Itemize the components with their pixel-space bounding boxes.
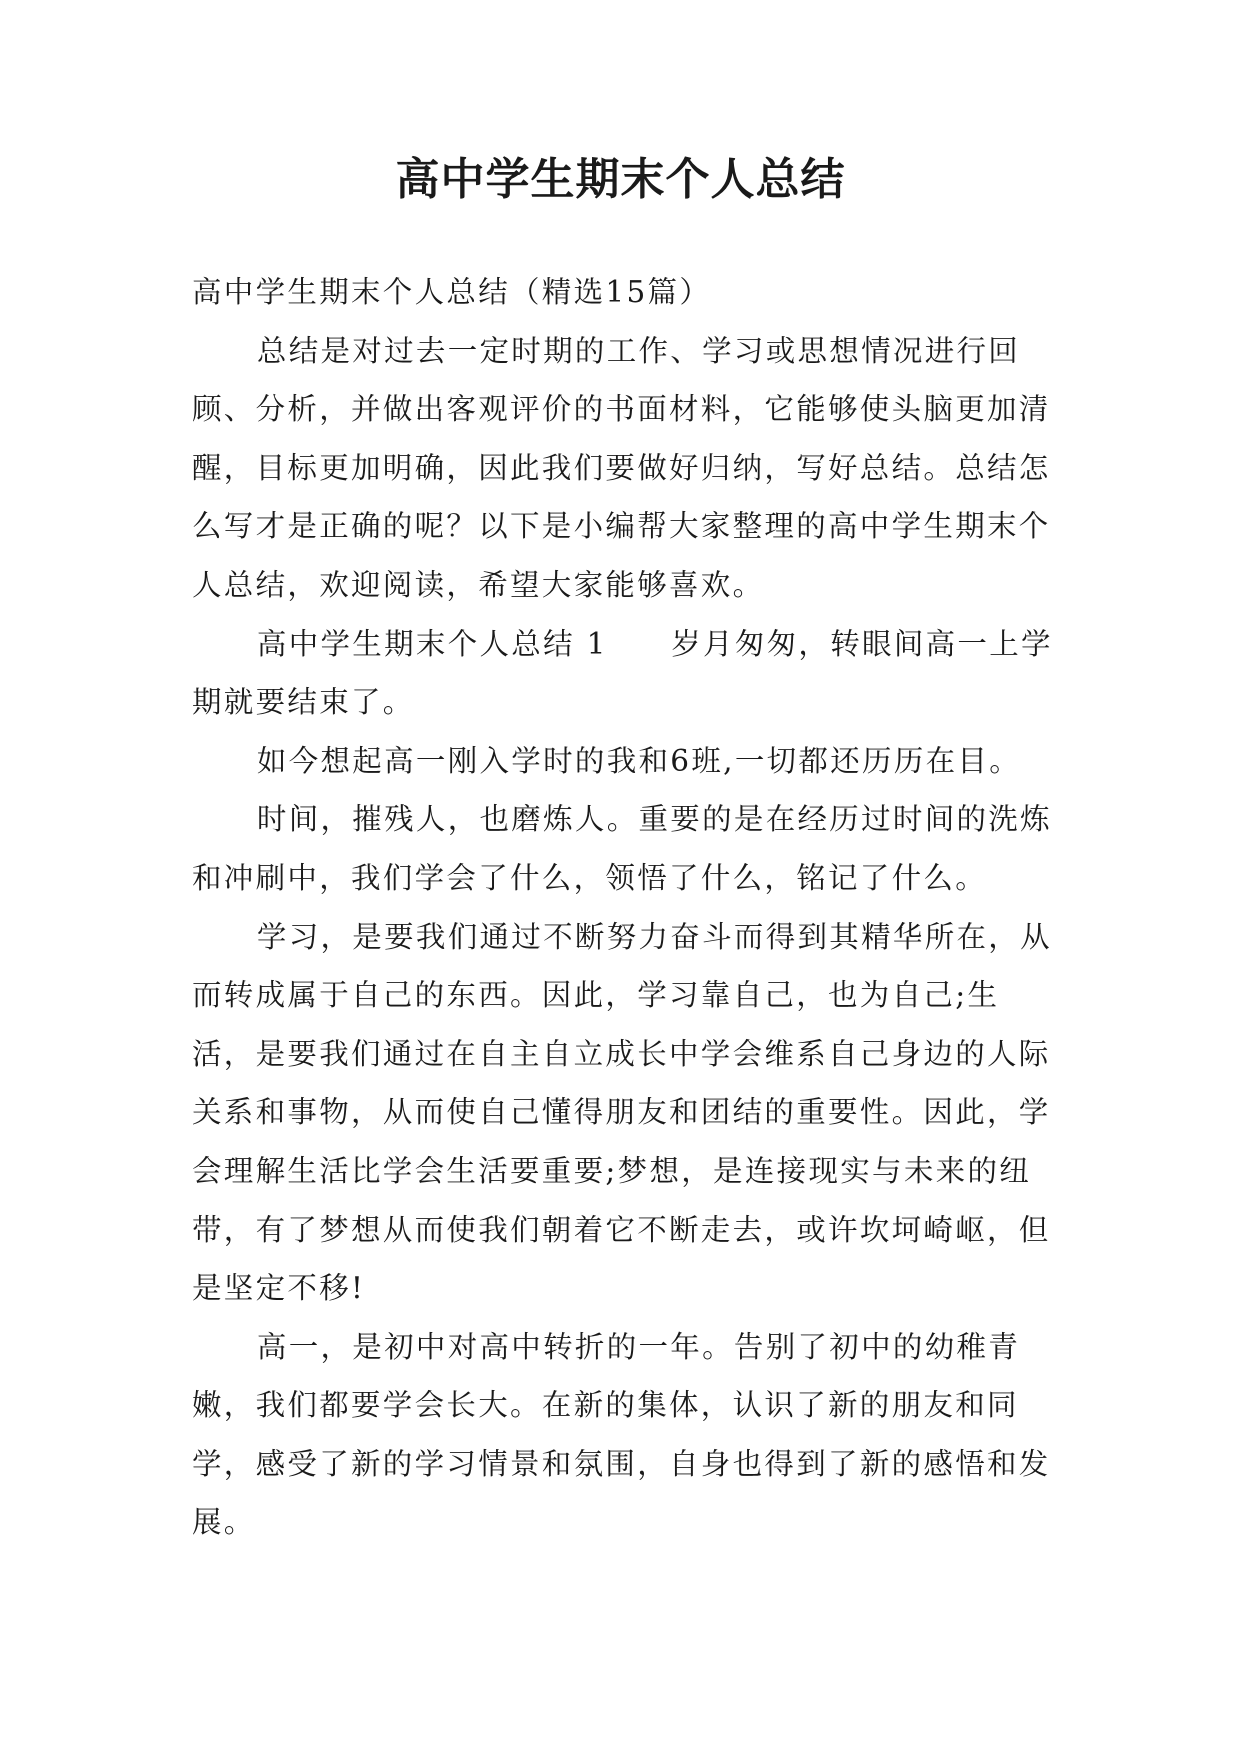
document-title: 高中学生期末个人总结 (395, 154, 846, 205)
paragraph-section-1-heading: 高中学生期末个人总结 1 岁月匆匆，转眼间高一上学期就要结束了。 (192, 626, 1053, 720)
paragraph-grade-one: 高一，是初中对高中转折的一年。告别了初中的幼稚青嫩，我们都要学会长大。在新的集体，认识了新的朋友和同学，感受了新的学习情景和氛围，自身也得到了新的感悟和发展。 (192, 1329, 1051, 1540)
document-body (192, 263, 1058, 1552)
paragraph-memory: 如今想起高一刚入学时的我和6班,一切都还历历在目。 (256, 743, 1022, 778)
paragraph-time: 时间，摧残人，也磨炼人。重要的是在经历过时间的洗炼和冲刷中，我们学会了什么，领悟了什么，铭记了什么。 (192, 802, 1052, 895)
paragraph-study-life-dream: 学习，是要我们通过不断努力奋斗而得到其精华所在，从而转成属于自己的东西。因此，学习靠自己，也为自己;生活，是要我们通过在自主自立成长中学会维系自己身边的人际关系和事物，从而使自己懂得朋友和团结的重要性。因此，学会理解生活比学会生活要重要;梦想，是连接现实与未来的纽带，有了梦想从而使我们朝着它不断走去，或许坎坷崎岖，但是坚定不移! (192, 919, 1052, 1306)
paragraph-intro: 总结是对过去一定时期的工作、学习或思想情况进行回顾、分析，并做出客观评价的书面材料，它能够使头脑更加清醒，目标更加明确，因此我们要做好归纳，写好总结。总结怎么写才是正确的呢？以下是小编帮大家整理的高中学生期末个人总结，欢迎阅读，希望大家能够喜欢。 (192, 333, 1051, 602)
document-subtitle: 高中学生期末个人总结（精选15篇） (192, 275, 712, 309)
